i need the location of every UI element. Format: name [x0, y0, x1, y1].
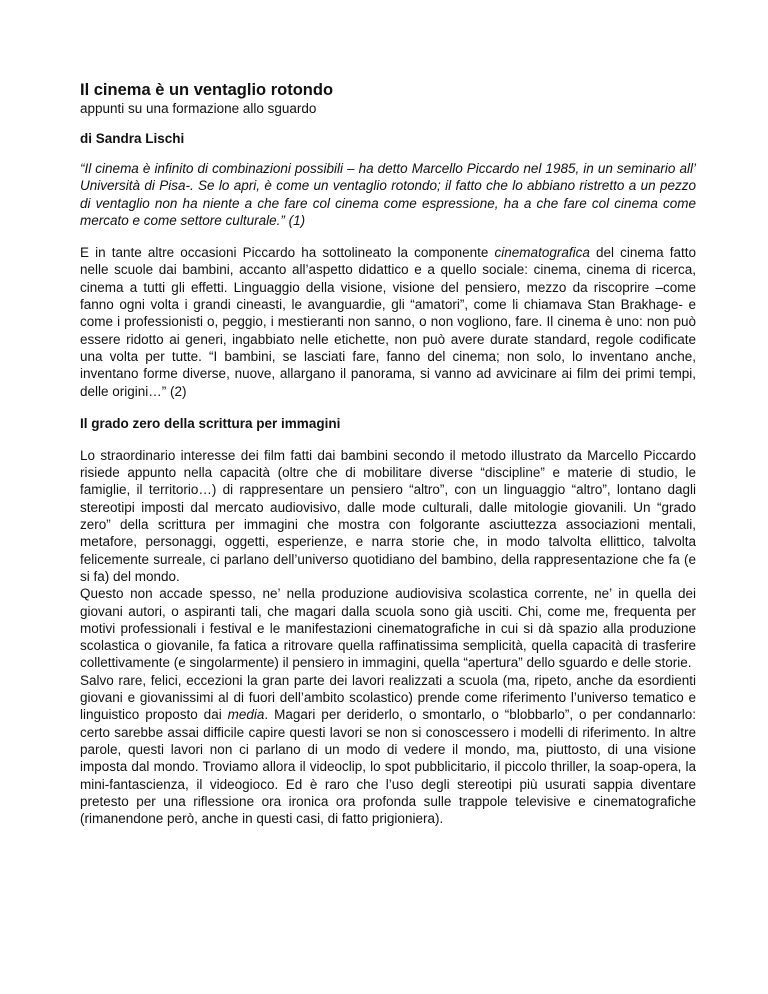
paragraph-piccardo: [80, 244, 696, 400]
body-paragraph-3-start: Salvo rare, felici, eccezioni la gran parte dei lavori realizzati a scuola (ma, ripeto, anche da esordienti giovani e giovanissimi al di fuori dell’ambito scolastico) prende come riferimento l’universo tematico e linguistico proposto dai: [80, 672, 696, 723]
body-paragraph-2: Questo non accade spesso, ne’ nella produzione audiovisiva scolastica corrente, ne’ in quella dei giovani autori, o aspiranti tali, che magari dalla scuola sono già usciti. Chi, come me, frequenta per motivi professionali i festival e le manifestazioni cinematografiche in cui si dà spazio alla produzione scolastica o giovanile, fa fatica a ritrovare quella raffinatissima semplicità, quella capacità di trasferire collettivamente (e singolarmente) il pensiero in immagini, quella “apertura” dello sguardo e delle storie.: [80, 586, 696, 671]
opening-quote: “Il cinema è infinito di combinazioni possibili – ha detto Marcello Piccardo nel 1985, in un seminario all’ Università di Pisa-. Se lo apri, è come un ventaglio rotondo; il fatto che lo abbiano ristretto a un pezzo di ventaglio non ha niente a che fare col cinema come espressione, ha a che fare col cinema come mercato e come settore culturale.” (1): [80, 161, 696, 228]
paragraph-piccardo-emphasis: cinematografica: [494, 245, 590, 261]
section-heading: Il grado zero della scrittura per immagini: [80, 415, 341, 431]
body-paragraph-1: Lo straordinario interesse dei film fatti dai bambini secondo il metodo illustrato da Marcello Piccardo risiede appunto nella capacità (oltre che di mobilitare diverse “discipline” e materie di studio, le famiglie, il territorio…) di rappresentare un pensiero “altro”, con un linguaggio “altro”, lontano dagli stereotipi imposti dal mercato audiovisivo, dalle mode culturali, dalle mitologie giovanili. Un “grado zero” della scrittura per immagini che mostra con folgorante asciuttezza associazioni mentali, metafore, personaggi, oggetti, esperienze, e narra storie che, in modo talvolta ellittico, talvolta felicemente surreale, ci parlano dell’universo quotidiano del bambino, della rappresentazione che fa (e si fa) del mondo.: [80, 447, 696, 584]
paragraph-piccardo-end: del cinema fatto nelle scuole dai bambini, accanto all’aspetto didattico e a quello sociale: cinema, cinema di ricerca, cinema a tutti gli effetti. Linguaggio della visione, visione del pensiero, mezzo da riscoprire –come fanno ogni volta i grandi cineasti, le avanguardie, gli “amatori”, come li chiamava Stan Brakhage- e come i professionisti o, peggio, i mestieranti non sanno, o non vogliono, fare. Il cinema è uno: non può essere ridotto ai generi, ingabbiato nelle etichette, non può avere durate standard, regole codificate una volta per tutte. “I bambini, se lasciati fare, fanno del cinema; non solo, lo inventano anche, inventano forme diverse, nuove, allargano il panorama, si vanno ad avvicinare ai film dei primi tempi, delle origini…” (2): [80, 245, 696, 399]
document-subtitle: appunti su una formazione allo sguardo: [80, 101, 317, 116]
body-paragraph-3-emphasis: media: [227, 707, 265, 723]
body-paragraph-3-end: . Magari per deriderlo, o smontarlo, o “blobbarlo”, o per condannarlo: certo sarebbe assai difficile capire questi lavori se non si conoscessero i modelli di riferimento. In altre parole, questi lavori non ci parlano di un modo di vedere il mondo, ma, piuttosto, di una visione imposta dal mondo. Troviamo allora il videoclip, lo spot pubblicitario, il piccolo thriller, la soap-opera, la mini-fantascienza, il videogioco. Ed è raro che l’uso degli stereotipi più usurati sappia diventare pretesto per una riflessione ora ironica ora profonda sulle trappole televisive e cinematografiche (rimanendone però, anche in questi casi, di fatto prigioniera).: [80, 707, 696, 827]
body-paragraph-3: [80, 672, 696, 828]
author-line: di Sandra Lischi: [80, 131, 185, 146]
paragraph-piccardo-start: E in tante altre occasioni Piccardo ha sottolineato la componente: [80, 245, 495, 261]
document-title: Il cinema è un ventaglio rotondo: [80, 81, 334, 99]
